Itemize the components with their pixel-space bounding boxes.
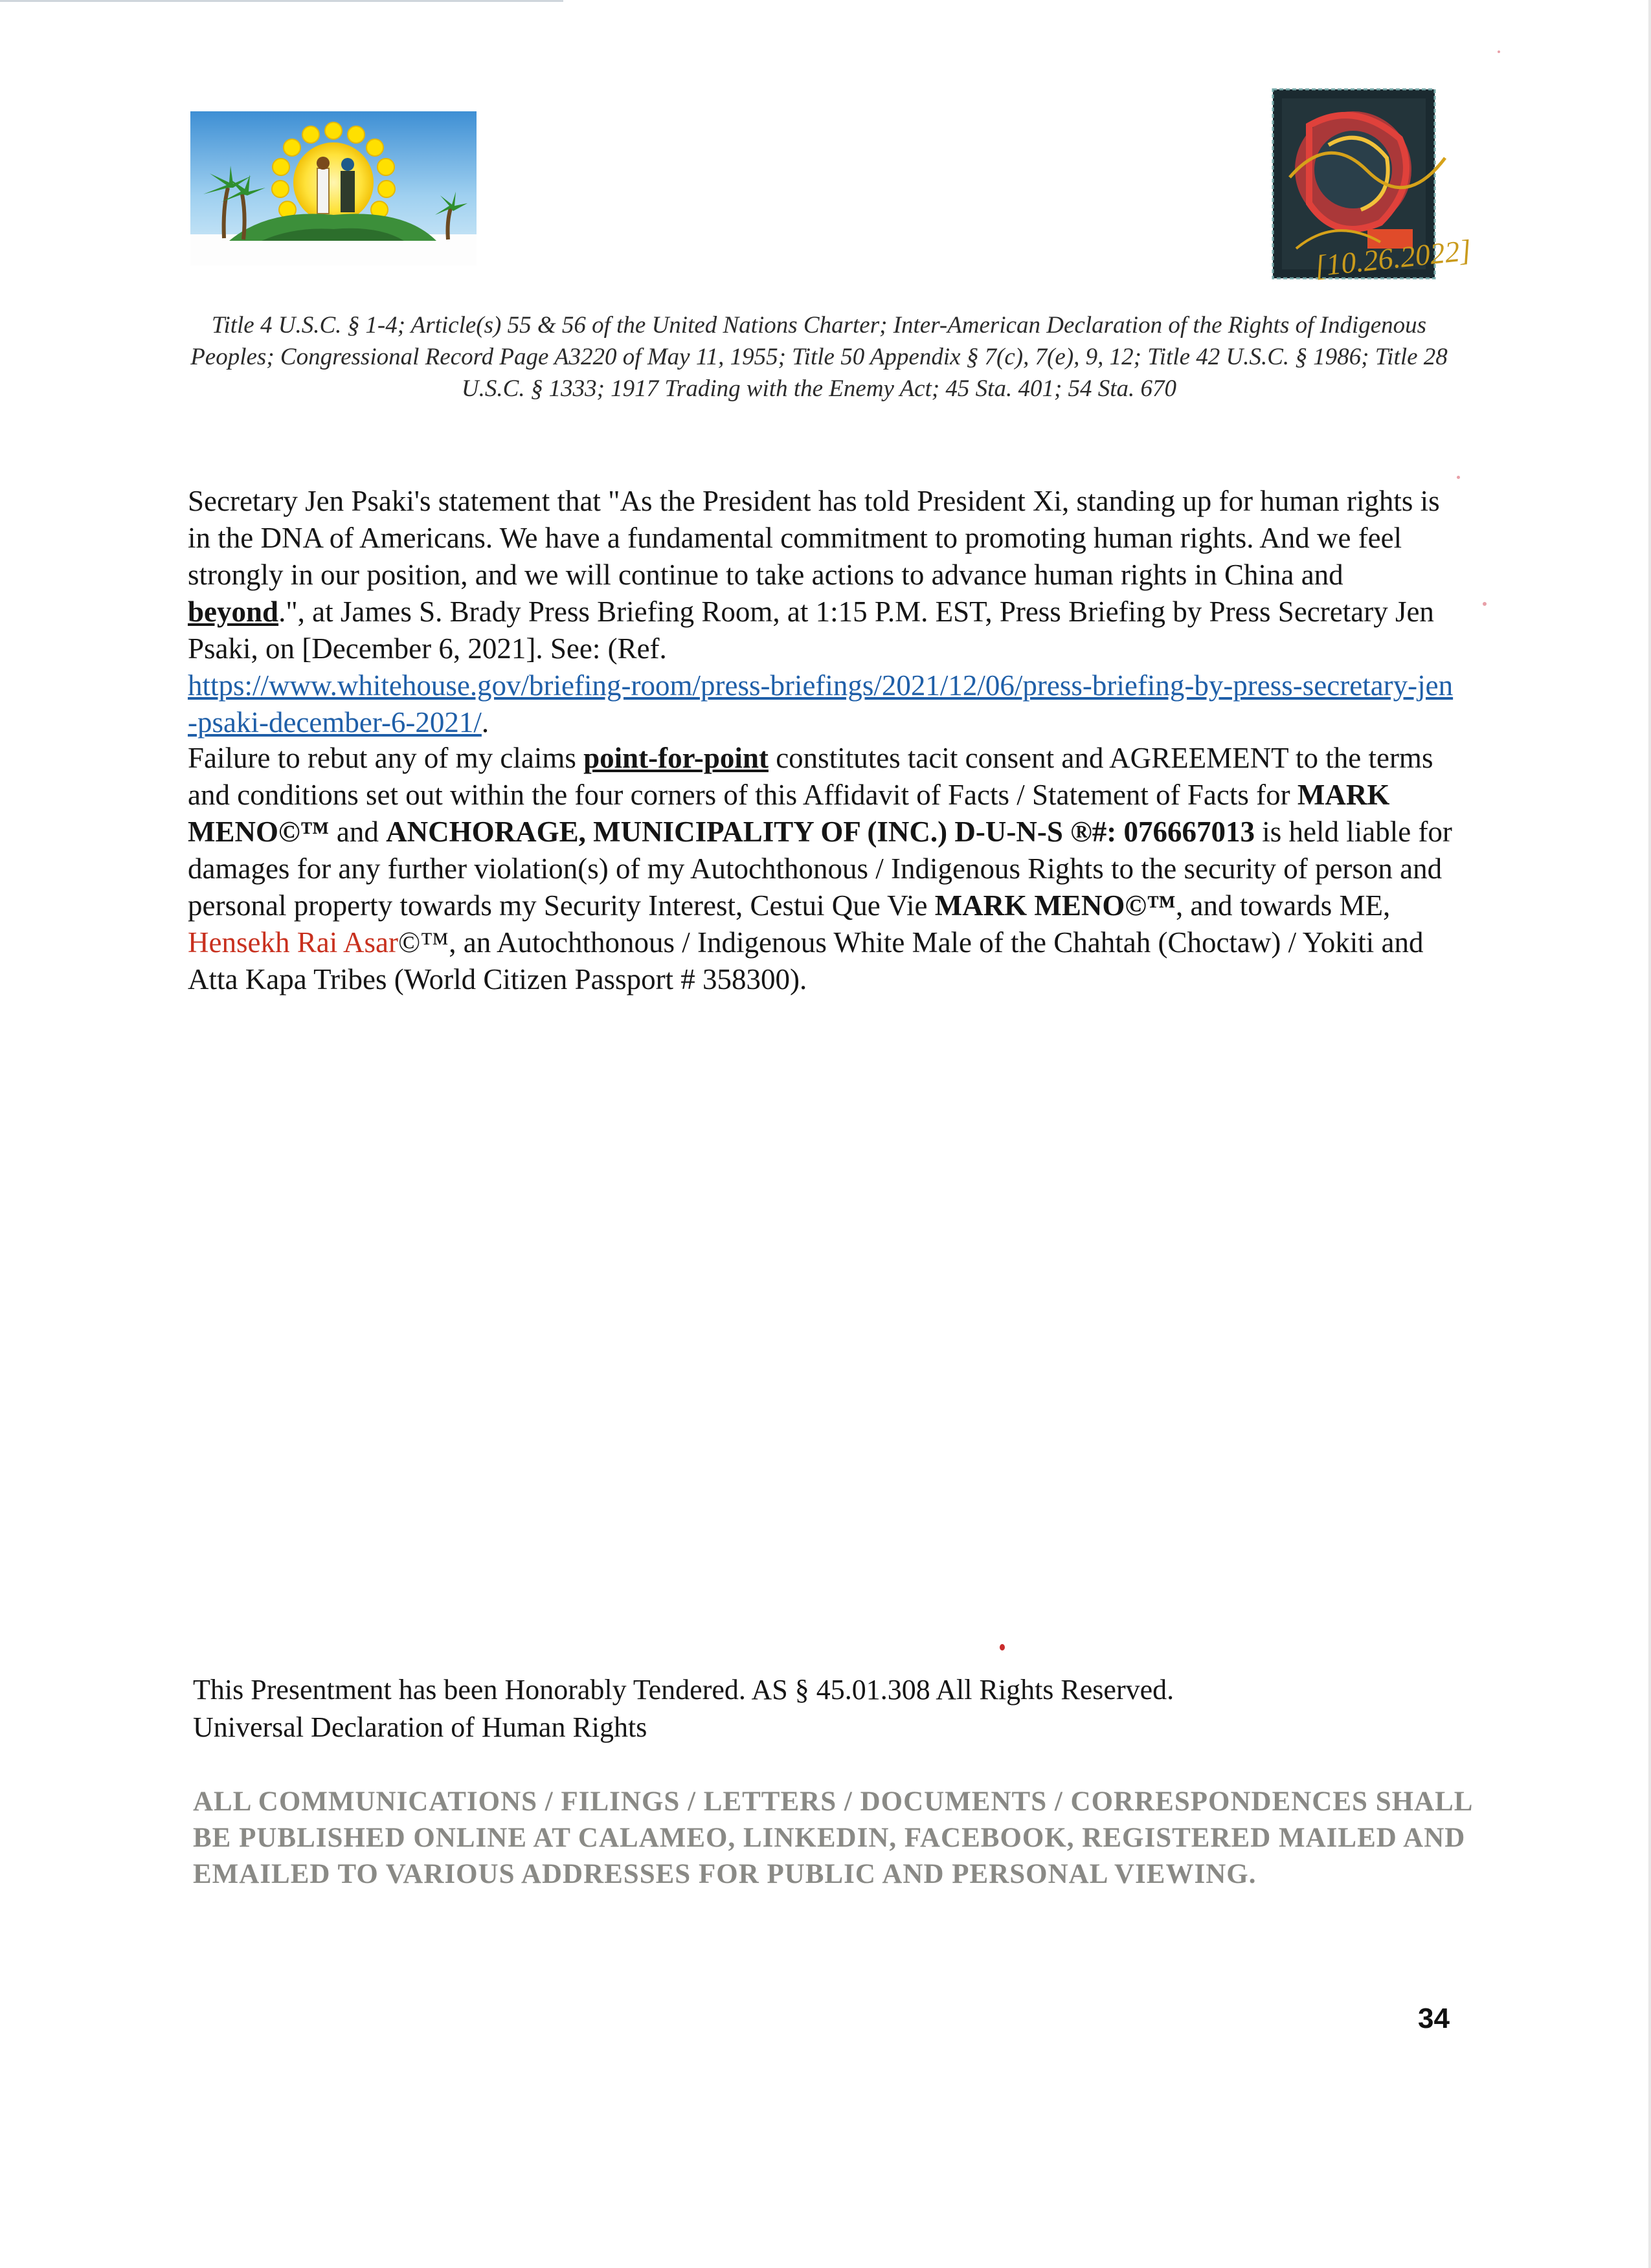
whitehouse-briefing-link[interactable]: https://www.whitehouse.gov/briefing-room/press-briefings/2021/12/06/press-briefing-by-press-secretary-jen-psaki-december-6-2021/ bbox=[188, 669, 1454, 739]
paragraph-1-text-b: .", at James S. Brady Press Briefing Room, at 1:15 P.M. EST, Press Briefing by Press Secretary Jen Psaki, on [December 6, 2021]. See: (Ref. bbox=[188, 595, 1434, 665]
scan-speck bbox=[1498, 50, 1500, 53]
scan-speck bbox=[1457, 476, 1460, 479]
paragraph-1-text-a: Secretary Jen Psaki's statement that "As the President has told President Xi, standing up for human rights is in the DNA of Americans. We have a fundamental commitment to promoting human rights. And we feel strongly in our position, and we will continue to take actions to advance human rights in China and bbox=[188, 485, 1440, 591]
stamp-date-handwriting: [10.26.2022] bbox=[1312, 233, 1473, 283]
body-paragraph-1 bbox=[188, 483, 1457, 741]
scan-speck bbox=[1483, 602, 1487, 606]
footer-line-2: Universal Declaration of Human Rights bbox=[193, 1711, 647, 1743]
page-number: 34 bbox=[1418, 2003, 1450, 2034]
paragraph-2-text-e: , and towards ME, bbox=[1176, 889, 1391, 922]
mark-meno-name-2: MARK MENO©™ bbox=[934, 889, 1176, 922]
footer-statement bbox=[193, 1671, 1423, 1746]
paragraph-2-text-f: ©™, an Autochthonous / Indigenous White Male of the Chahtah (Choctaw) / Yokiti and Atta Kapa Tribes (World Citizen Passport # 358300). bbox=[188, 926, 1424, 995]
paragraph-2-text-c: and bbox=[329, 816, 387, 848]
scan-speck bbox=[1000, 1644, 1005, 1651]
indigenous-flag-emblem bbox=[190, 111, 477, 265]
point-for-point-emphasis: point-for-point bbox=[583, 742, 769, 774]
body-paragraph-2 bbox=[188, 740, 1457, 998]
beyond-emphasis: beyond bbox=[188, 595, 279, 628]
paragraph-1-text-c: . bbox=[481, 706, 489, 739]
citation-block: Title 4 U.S.C. § 1-4; Article(s) 55 & 56 of the United Nations Charter; Inter-American Declaration of the Rights of Indigenous Peoples; Congressional Record Page A3220 of May 11, 1955; Title 50 Appendix § 7(c), 7(e), 9, 12; Title 42 U.S.C. § 1986; Title 28 U.S.C. § 1333; 1917 Trading with the Enemy Act; 45 Sta. 401; 54 Sta. 670 bbox=[190, 312, 1448, 402]
publication-notice: ALL COMMUNICATIONS / FILINGS / LETTERS / DOCUMENTS / CORRESPONDENCES SHALL BE PUBLISHED ONLINE AT CALAMEO, LINKEDIN, FACEBOOK, REGISTERED MAILED AND EMAILED TO VARIOUS ADDRESSES FOR PUBLIC AND PERSONAL VIEWING. bbox=[193, 1786, 1472, 1889]
anchorage-entity: ANCHORAGE, MUNICIPALITY OF (INC.) D-U-N-S ®#: 076667013 bbox=[386, 816, 1255, 848]
paragraph-2-text-a: Failure to rebut any of my claims bbox=[188, 742, 584, 774]
scan-right-edge bbox=[1648, 0, 1651, 2268]
mark-meno-name-1: MARK MENO©™ bbox=[188, 779, 1390, 848]
paragraph-2-text-b: constitutes tacit consent and AGREEMENT to the terms and conditions set out within the four corners of this Affidavit of Facts / Statement of Facts for bbox=[188, 742, 1433, 811]
hensekh-rai-asar-name: Hensekh Rai Asar bbox=[188, 926, 398, 959]
paragraph-2-text-d: is held liable for damages for any further violation(s) of my Autochthonous / Indigenous Rights to the security of person and personal property towards my Security Interest, Cestui Que Vie bbox=[188, 816, 1452, 922]
footer-line-1: This Presentment has been Honorably Tendered. AS § 45.01.308 All Rights Reserved. bbox=[193, 1674, 1174, 1706]
scan-edge-line bbox=[0, 0, 563, 2]
